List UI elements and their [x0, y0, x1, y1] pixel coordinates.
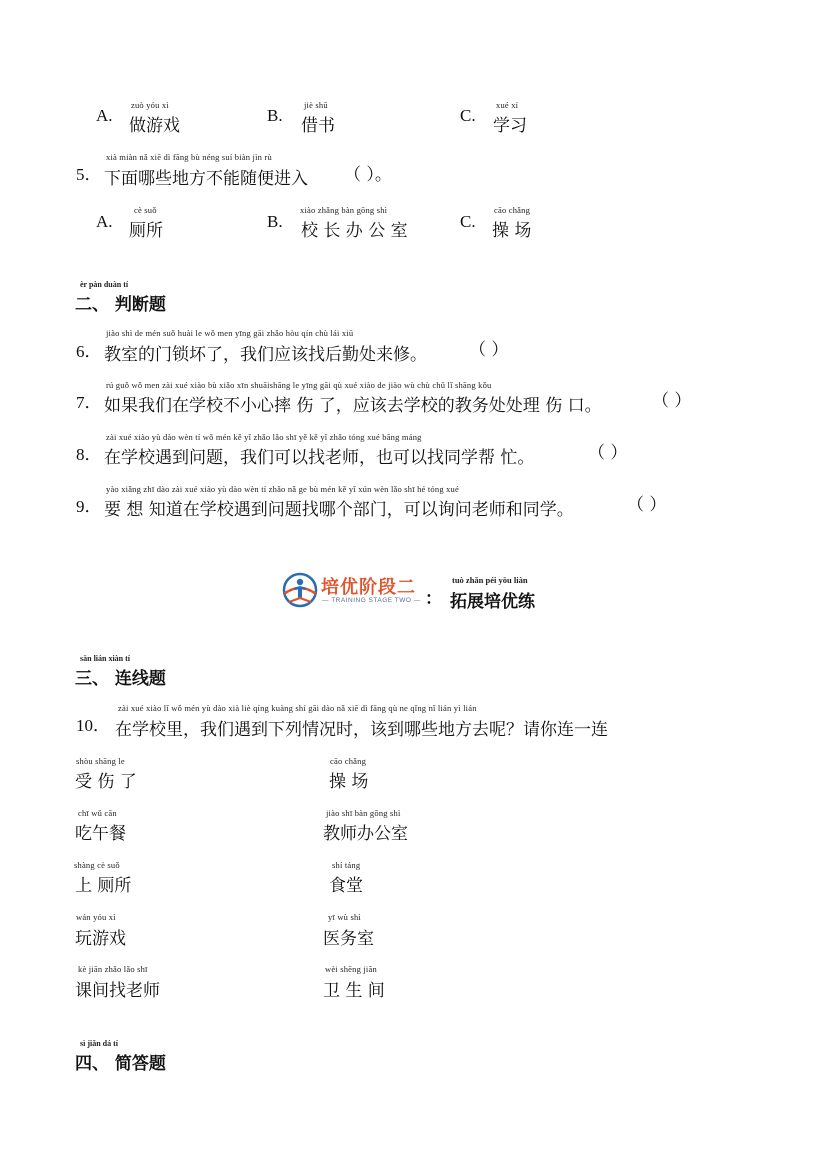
q5-option-c-text[interactable]: 操 场 [492, 221, 532, 241]
left-item-2-pinyin: chī wǔ cān [78, 808, 117, 818]
q4-option-a-letter: A. [96, 106, 113, 125]
stage-badge-text: 培优阶段二 [321, 577, 416, 598]
q8-text: 在学校遇到问题，我们可以找老师，也可以找同学帮 忙。 [104, 448, 535, 468]
right-item-5-text[interactable]: 卫 生 间 [323, 981, 385, 1001]
stage-banner-colon: ： [425, 589, 442, 609]
left-item-1-pinyin: shòu shāng le [76, 756, 125, 766]
q4-option-b-letter: B. [267, 106, 283, 125]
right-item-3-pinyin: shí táng [332, 860, 361, 870]
right-item-5-pinyin: wèi shēng jiān [325, 964, 377, 974]
q4-option-c-pinyin: xué xí [496, 100, 519, 110]
q8-pinyin: zài xué xiào yù dào wèn tí wǒ mén kě yǐ zhǎo lǎo shī yě kě yǐ zhǎo tóng xué bāng máng [106, 432, 422, 442]
q7-text: 如果我们在学校不小心摔 伤 了，应该去学校的教务处处理 伤 口。 [104, 396, 602, 416]
q5-option-a-text[interactable]: 厕所 [129, 221, 163, 241]
left-item-3-pinyin: shàng cè suǒ [74, 860, 120, 870]
right-item-4-pinyin: yī wù shì [328, 912, 361, 922]
q4-option-c-text[interactable]: 学习 [493, 116, 527, 136]
left-item-1-text[interactable]: 受 伤 了 [75, 772, 137, 792]
q4-option-b-text[interactable]: 借书 [301, 116, 335, 136]
left-item-5-text[interactable]: 课间找老师 [75, 981, 160, 1001]
q6-number: 6． [76, 342, 102, 361]
q9-number: 9． [76, 497, 102, 516]
q8-answer-paren[interactable]: （ ） [588, 443, 628, 463]
child-reading-icon [281, 572, 319, 608]
stage-badge-subtitle: — TRAINING STAGE TWO — [322, 597, 421, 604]
q4-option-c-letter: C. [460, 106, 476, 125]
q8-number: 8． [76, 445, 102, 464]
q5-option-a-pinyin: cè suǒ [134, 205, 157, 215]
section-4-pinyin: sì jiǎn dá tí [80, 1039, 119, 1048]
left-item-4-text[interactable]: 玩游戏 [75, 929, 126, 949]
q6-text: 教室的门锁坏了，我们应该找后勤处来修。 [104, 345, 427, 365]
q4-option-b-pinyin: jiè shū [304, 100, 328, 110]
q6-pinyin: jiào shì de mén suǒ huài le wǒ men yīng gāi zhǎo hòu qín chù lái xiū [106, 328, 354, 338]
q9-text: 要 想 知道在学校遇到问题找哪个部门，可以询问老师和同学。 [104, 500, 574, 520]
section-4-title: 四、 简答题 [75, 1054, 166, 1074]
section-2-pinyin: èr pàn duàn tí [80, 280, 129, 289]
q4-option-a-text[interactable]: 做游戏 [129, 116, 180, 136]
right-item-2-text[interactable]: 教师办公室 [323, 824, 408, 844]
q5-option-c-letter: C. [460, 212, 476, 231]
q5-option-b-letter: B. [267, 212, 283, 231]
left-item-2-text[interactable]: 吃午餐 [75, 824, 126, 844]
q9-pinyin: yào xiǎng zhī dào zài xué xiào yù dào wèn tí zhǎo nǎ ge bù mén kě yǐ xún wèn lǎo shī hé tóng xué [106, 484, 459, 494]
left-item-3-text[interactable]: 上 厕所 [75, 876, 132, 896]
section-2-title: 二、 判断题 [75, 295, 166, 315]
q5-option-b-pinyin: xiào zhǎng bàn gōng shì [300, 205, 388, 215]
right-item-1-pinyin: cāo chǎng [330, 756, 367, 766]
q5-number: 5． [76, 165, 102, 184]
right-item-2-pinyin: jiào shī bàn gōng shì [326, 808, 401, 818]
q7-number: 7． [76, 393, 102, 412]
right-item-1-text[interactable]: 操 场 [329, 772, 369, 792]
q5-option-a-letter: A. [96, 212, 113, 231]
q4-option-a-pinyin: zuò yóu xì [131, 100, 169, 110]
right-item-4-text[interactable]: 医务室 [323, 929, 374, 949]
q5-option-c-pinyin: cāo chǎng [494, 205, 531, 215]
left-item-4-pinyin: wán yóu xì [76, 912, 116, 922]
q6-answer-paren[interactable]: （ ） [469, 340, 509, 360]
q10-number: 10． [76, 716, 110, 735]
section-3-title: 三、 连线题 [75, 669, 166, 689]
q5-text: 下面哪些地方不能随便进入 [104, 169, 308, 189]
section-3-pinyin: sān lián xiàn tí [80, 654, 131, 663]
stage-banner-pinyin: tuò zhǎn péi yōu liàn [452, 575, 528, 585]
q7-answer-paren[interactable]: （ ） [652, 391, 692, 411]
q5-pinyin: xià miàn nǎ xiē dì fāng bù néng suí biàn jìn rù [106, 152, 272, 162]
q10-pinyin: zài xué xiào lǐ wǒ mén yù dào xià liè qíng kuàng shí gāi dào nǎ xiē dì fāng qù ne qǐng nǐ lián yì lián [118, 703, 477, 713]
left-item-5-pinyin: kè jiān zhǎo lǎo shī [78, 964, 148, 974]
q7-pinyin: rú guǒ wǒ men zài xué xiào bù xiǎo xīn shuāishāng le yīng gāi qù xué xiào de jiào wù chù chǔ lǐ shāng kǒu [106, 380, 492, 390]
q10-text: 在学校里，我们遇到下列情况时，该到哪些地方去呢？请你连一连 [115, 720, 608, 740]
q5-option-b-text[interactable]: 校 长 办 公 室 [301, 221, 408, 241]
q5-answer-blank[interactable]: （ ）。 [344, 165, 392, 185]
right-item-3-text[interactable]: 食堂 [329, 876, 363, 896]
stage-banner-title: 拓展培优练 [450, 592, 535, 612]
q9-answer-paren[interactable]: （ ） [627, 495, 667, 515]
